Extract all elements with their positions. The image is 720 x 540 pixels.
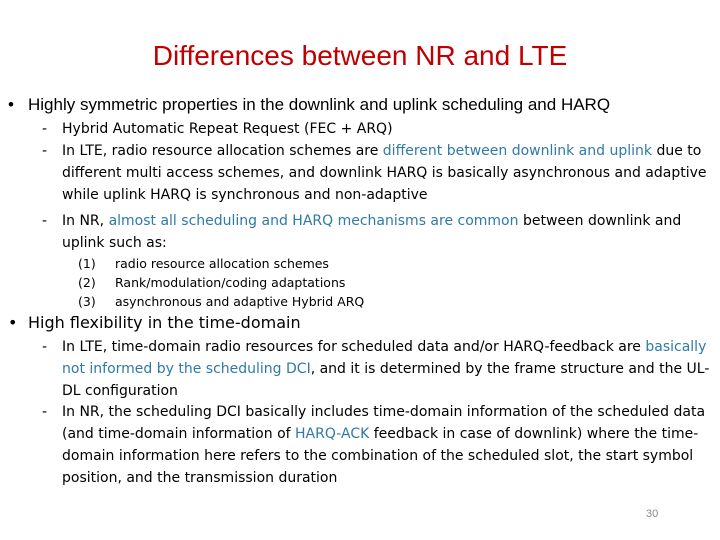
numbered-list	[78, 254, 498, 311]
bullet-1-sub-1	[42, 118, 714, 140]
sub-4-post: , and it is determined by the frame structure and the UL-DL configuration	[62, 361, 710, 399]
list-text: Rank/modulation/coding adaptations	[115, 275, 346, 290]
sub-5-pre: In NR, the scheduling DCI basically includes time-domain information of the scheduled data (and time-domain information of	[62, 404, 706, 442]
dash-marker: -	[42, 404, 48, 420]
bullet-marker: •	[8, 95, 14, 114]
list-item	[78, 292, 498, 311]
sub-2-pre: In LTE, radio resource allocation schemes are	[62, 143, 383, 159]
sub-2-post: due to different multi access schemes, and downlink HARQ is basically asynchronous and adaptive while uplink HARQ is synchronous and non-adaptive	[62, 143, 707, 203]
list-number: (2)	[78, 275, 96, 290]
list-item	[78, 254, 498, 273]
sub-4-highlight: basically not informed by the scheduling DCI	[62, 339, 707, 377]
bullet-1	[8, 95, 720, 115]
sub-3-post: between downlink and uplink such as:	[62, 213, 682, 251]
list-text: radio resource allocation schemes	[115, 256, 329, 271]
dash-marker: -	[42, 121, 48, 137]
sub-5-highlight: HARQ-ACK	[295, 426, 370, 442]
bullet-2-text: High flexibility in the time-domain	[28, 313, 301, 332]
bullet-1-sub-3	[42, 210, 714, 254]
slide-title: Differences between NR and LTE	[152, 40, 568, 71]
bullet-2-sub-2	[42, 401, 714, 489]
sub-5-post: feedback in case of downlink) where the time-domain information here refers to the combination of the scheduled slot, the start symbol position, and the transmission duration	[62, 426, 699, 486]
sub-3-pre: In NR,	[62, 213, 109, 229]
dash-marker: -	[42, 213, 48, 229]
sub-4-pre: In LTE, time-domain radio resources for scheduled data and/or HARQ-feedback are	[62, 339, 646, 355]
list-text: asynchronous and adaptive Hybrid ARQ	[115, 294, 365, 309]
sub-1-text: Hybrid Automatic Repeat Request (FEC + ARQ)	[62, 121, 393, 137]
list-number: (3)	[78, 294, 96, 309]
bullet-marker: •	[8, 313, 18, 332]
list-number: (1)	[78, 256, 96, 271]
dash-marker: -	[42, 339, 48, 355]
bullet-2	[8, 313, 720, 332]
page-number: 30	[646, 508, 659, 520]
bullet-2-sub-1	[42, 336, 714, 402]
list-item	[78, 273, 498, 292]
sub-5-text	[62, 401, 714, 489]
bullet-1-sub-2	[42, 140, 714, 206]
dash-marker: -	[42, 143, 48, 159]
bullet-1-text: Highly symmetric properties in the downlink and uplink scheduling and HARQ	[28, 95, 611, 114]
sub-3-text	[62, 210, 714, 254]
sub-4-text	[62, 336, 714, 402]
sub-2-highlight: different between downlink and uplink	[382, 143, 652, 159]
sub-3-highlight: almost all scheduling and HARQ mechanisms are common	[108, 213, 519, 229]
sub-2-text	[62, 140, 714, 206]
